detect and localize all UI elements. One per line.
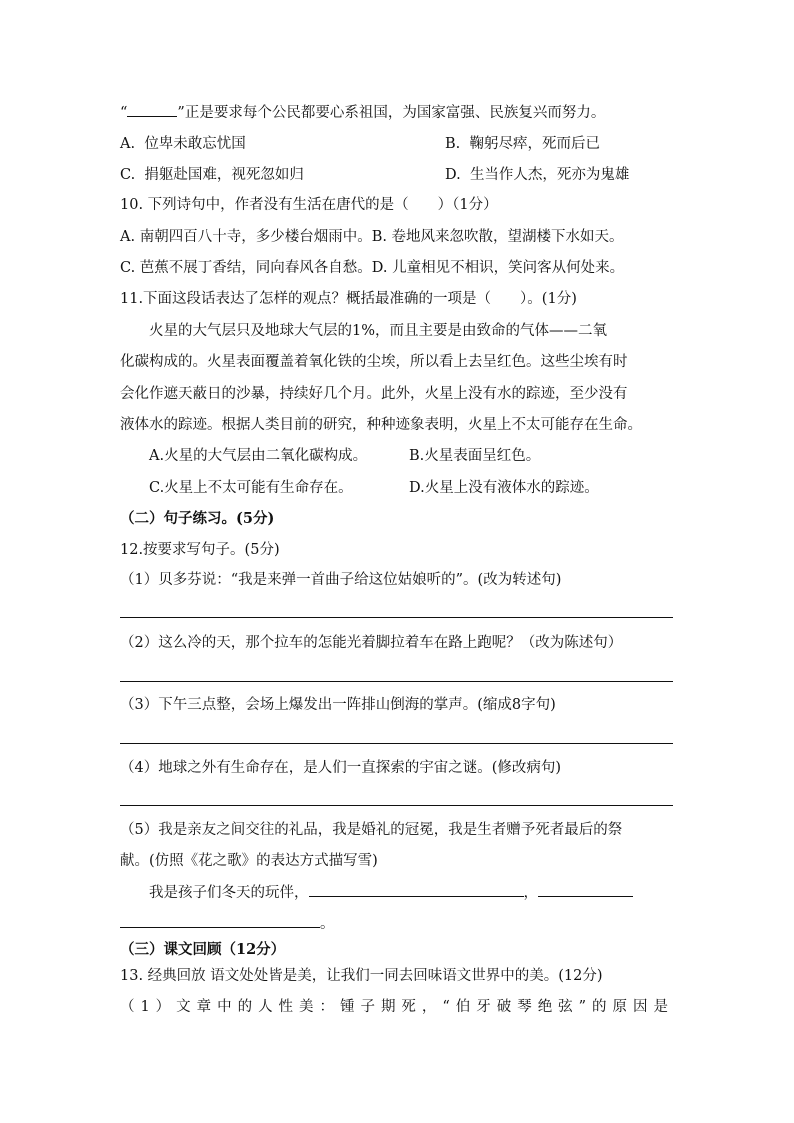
q9-answer-blank[interactable] (127, 102, 177, 117)
q11-option-b: B.火星表面呈红色。 (409, 448, 541, 464)
q9-option-a (120, 134, 246, 154)
fill-blank[interactable] (538, 882, 633, 897)
q12-item-4: （4）地球之外有生命存在，是人们一直探索的宇宙之谜。(修改病句) (120, 760, 562, 776)
q11-option-a: A.火星的大气层由二氧化碳构成。 (149, 448, 368, 464)
q11-passage-line: 会化作遮天蔽日的沙暴，持续好几个月。此外，火星上没有水的踪迹，至少没有 (120, 386, 628, 402)
answer-line[interactable] (120, 805, 673, 806)
q11-passage-line: 化碳构成的。火星表面覆盖着氧化铁的尘埃，所以看上去呈红色。这些尘埃有时 (120, 354, 628, 370)
fill-prompt: 我是孩子们冬天的玩伴， (149, 885, 309, 901)
q12-stem: 12.按要求写句子。(5分) (120, 542, 280, 558)
option-label: D. (445, 167, 461, 183)
q11-passage-line: 火星的大气层只及地球大气层的1%，而且主要是由致命的气体——二氧 (149, 323, 608, 339)
q9-option-b (445, 134, 600, 154)
q11-stem: 11.下面这段话表达了怎样的观点？概括最准确的一项是（ ）。(1分) (120, 291, 577, 307)
q9-text: ”正是要求每个公民都要心系祖国，为国家富强、民族复兴而努力。 (177, 105, 606, 121)
option-label: B. (445, 136, 461, 152)
comma: ， (523, 885, 538, 901)
q12-item-3: （3）下午三点整，会场上爆发出一阵排山倒海的掌声。(缩成8字句) (120, 697, 556, 713)
q12-item-1: （1）贝多芬说：“我是来弹一首曲子给这位姑娘听的”。(改为转述句) (120, 572, 562, 588)
option-label: C. (120, 167, 136, 183)
q9-option-d (445, 165, 629, 185)
open-quote: “ (120, 105, 128, 121)
q11-passage-line: 液体水的踪迹。根据人类目前的研究，种种迹象表明，火星上不太可能存在生命。 (120, 417, 642, 433)
q11-option-d: D.火星上没有液体水的踪迹。 (409, 480, 599, 496)
section-heading: （三）课文回顾（12分） (120, 941, 286, 958)
q9-option-c (120, 165, 304, 185)
q12-item-5-line1: （5）我是亲友之间交往的礼品，我是婚礼的冠冕，我是生者赠予死者最后的祭 (120, 822, 623, 838)
fill-blank[interactable] (309, 882, 524, 897)
option-text: 捐躯赴国难，视死忽如归 (144, 167, 304, 183)
option-text: 位卑未敢忘忧国 (144, 136, 246, 152)
option-label: A. (120, 136, 136, 152)
answer-line[interactable] (120, 681, 673, 682)
q12-item-2: （2）这么冷的天，那个拉车的怎能光着脚拉着车在路上跑呢？（改为陈述句） (120, 635, 623, 651)
answer-line[interactable] (120, 743, 673, 744)
section-heading: （二）句子练习。(5分) (120, 510, 275, 527)
q10-options-line1: A. 南朝四百八十寺，多少楼台烟雨中。B. 卷地风来忽吹散，望湖楼下水如天。 (120, 229, 624, 245)
q13-stem: 13. 经典回放 语文处处皆是美，让我们一同去回味语文世界中的美。(12分) (120, 968, 603, 984)
answer-line[interactable] (120, 617, 673, 618)
fill-blank[interactable] (120, 913, 320, 928)
q12-item-5-fill-cont (120, 913, 335, 934)
q10-stem: 10. 下列诗句中，作者没有生活在唐代的是（ ）（1分） (120, 197, 498, 213)
q13-item-1-text: （1）文章中的人性美：锺子期死，“伯牙破琴绝弦”的原因是 (120, 999, 673, 1015)
q13-item-1 (120, 997, 673, 1017)
option-text: 生当作人杰，死亦为鬼雄 (469, 167, 630, 183)
q11-option-c: C.火星上不太可能有生命存在。 (149, 480, 353, 496)
q12-item-5-fill (149, 882, 633, 903)
period: 。 (320, 916, 335, 932)
q12-item-5-line2: 献。(仿照《花之歌》的表达方式描写雪) (120, 853, 378, 869)
q10-options-line2: C. 芭蕉不展丁香结，同向春风各自愁。D. 儿童相见不相识，笑问客从何处来。 (120, 260, 625, 276)
q9-line (120, 102, 605, 123)
option-text: 鞠躬尽瘁，死而后已 (469, 136, 600, 152)
